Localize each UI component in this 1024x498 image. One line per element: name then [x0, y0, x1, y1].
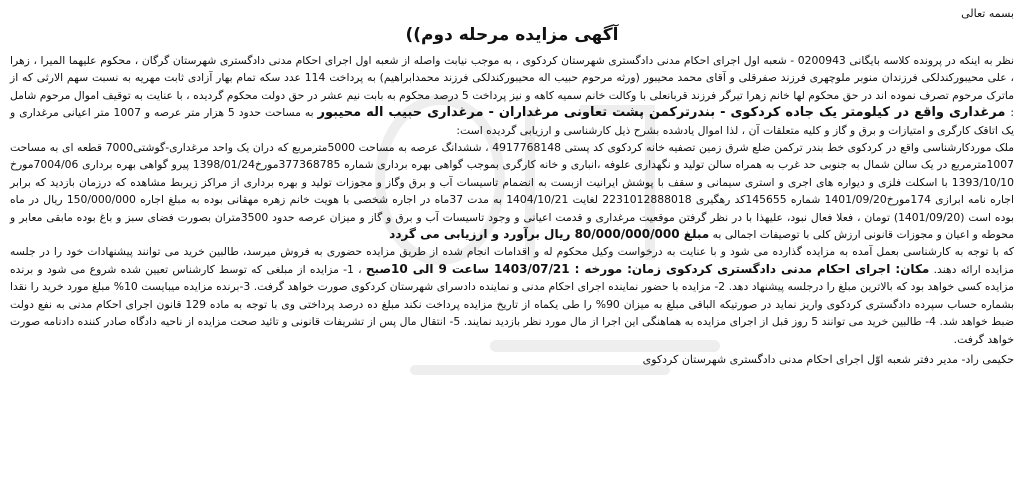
paragraph-intro — [10, 52, 1014, 139]
appraisal-text: ملک موردکارشناسی واقع در کردکوی خط بندر ترکمن ضلع شرق زمین تصفیه خانه کردکوی کد پستی 4917768148 ، ششدانگ عرصه به مساحت 5000مترمربع که دران یک واحد مرغداری-گوشتی7000 قطعه ای به مساحت 1007مترمربع در یک سالن شمال به جنوبی حد غرب به همراه سالن تولید و نگهداری علوفه ،انباری و خانه کارگری بموجب گواهی بهره برداری شماره 377368785مورخ1398/01/24 پیرو گواهی بهره برداری 7004/06مورخ 1393/10/10 با اسکلت فلزی و دیواره های اجری و استری سیمانی و سقف با پوشش ایرانیت ازبست به انضمام تاسیسات آب و برق وگاز و مجوزات تولید و بهره برداری از مراکز زیربط مشاهده که درزمان بازدید که برابر اجاره نامه ابرازی 174مورخ1401/09/20 شماره 145655کد رهگیری 2231012888018 لغایت 1404/10/21 به مدت 37ماه در اجاره شخصی با هویت خانم زهره مهقانی بوده به مبلغ اجاره 150/000/000 ریال در ماه بوده است (1401/09/20) تومان ، فعلا فعال نبود، علیهذا با در نظر گرفتن موقعیت مرغداری و قدمت اعیانی و وجود تاسیسات آب و برق و گاز و میزان عرصه حدود 3500متران بصورت فضای سبز و باغ بوده مابقی معابر و محوطه و اعیان و مجوزات قانونی ارزش کلی با توصیفات اجمالی به — [10, 141, 1015, 242]
intro-text-end: به مساحت حدود 5 هزار متر عرصه و 1007 متر اعیانی مرغداری و یک اتاقک کارگری و امتیازات و برق و گاز و کلیه متعلقات آن ، لذا اموال یادشده بشرح ذیل کارشناسی و ارزیابی گردیده است: — [10, 106, 1014, 137]
paragraph-terms — [10, 243, 1014, 347]
bismillah-text: بسمه تعالی — [961, 7, 1014, 20]
intro-text: نظر به اینکه در پرونده کلاسه بایگانی 0200943 - شعبه اول اجرای احکام مدنی دادگستری شهرستان کردکوی ، به موجب نیابت واصله از شعبه اول اجرای احکام مدنی دادگستری شهرستان گرگان ، محکوم علیهما المیرا ، زهرا ، علی محیبورکندلکی فرزندان منوبر ملوچهری فرزند صفرقلی و آقای محمد محیبور (ورثه مرحوم حبیب اله محیبورکندلکی فرزند محمدابراهیم) به پرداخت 114 عدد سکه تمام بهار آزادی ثابت مهریه به نسبت سهم الارثی که از ماترک مرحوم تصرف نموده اند در حق محکوم لها خانم زهرا تیرگر فرزند قربانعلی با وکالت خانم سمیه کاهه و نیز پرداخت 5 درصد محکوم به بابت نیم عشر در حق دولت محکوم گردیده ، با عنایت به توقیف اموال مرحوم شامل : — [10, 54, 1015, 120]
notice-title: آگهی مزایده مرحله دوم)) — [405, 25, 619, 45]
terms-list: ، 1- مزایده از مبلغی که توسط کارشناس تعیین شده شروع می شود و برنده مزایده کسی خواهد بود که بالاترین مبلغ را درجلسه پیشنهاد دهد. 2- مزایده با حضور نماینده اجرای احکام مدنی و نماینده دادسرای شهرستان کردکوی صورت خواهد گرفت. 3-برنده مزایده میبایست 10% مبلغ مورد خرید را نقدا بشماره حساب سپرده دادگستری کردکوی واریز نماید در صورتیکه الباقی مبلغ به میزان 90% را طی یکماه از تاریخ مزایده پرداخت نکند مبلغ ده درصد پرداختی وی با توجه به ماده 129 قانون اجرای احکام مدنی به نفع دولت ضبط خواهد شد. 4- طالبین خرید می توانند 5 روز قبل از اجرای مزایده به هماهنگی این اجرا از مال مورد نظر بازدید نمایند. 5- انتقال مال پس از تشریفات قانونی و تائید صحت مزایده از ناحیه دادگاه صادر کننده دادنامه صورت خواهد گرفت. — [10, 262, 1014, 346]
auction-place-time: مکان: اجرای احکام مدنی دادگستری کردکوی زمان: مورخه : 1403/07/21 ساعت 9 الی 10صبح — [365, 261, 930, 276]
appraisal-amount: مبلغ 80/000/000/000 ریال برآورد و ارزیابی می گردد — [389, 227, 710, 242]
property-title: مرغداری واقع در کیلومتر یک جاده کردکوی - بندرترکمن پشت تعاونی مرغداران - مرغداری حبیب اله محیبور — [317, 105, 1011, 121]
paragraph-appraisal — [10, 139, 1014, 243]
terms-text: که با توجه به کارشناسی بعمل آمده به مزایده گذارده می شود و با عنایت به درخواست وکیل محکوم له و اقدامات انجام شده از طریق مزایده حضوری به فروش میرسد، طالبین خرید می توانند پیشنهادات خود را در جلسه مزایده ارائه دهند. — [10, 245, 1015, 276]
signature-line: حکیمی راد- مدیر دفتر شعبه اوّل اجرای احکام مدنی دادگستری شهرستان کردکوی — [642, 352, 1014, 366]
